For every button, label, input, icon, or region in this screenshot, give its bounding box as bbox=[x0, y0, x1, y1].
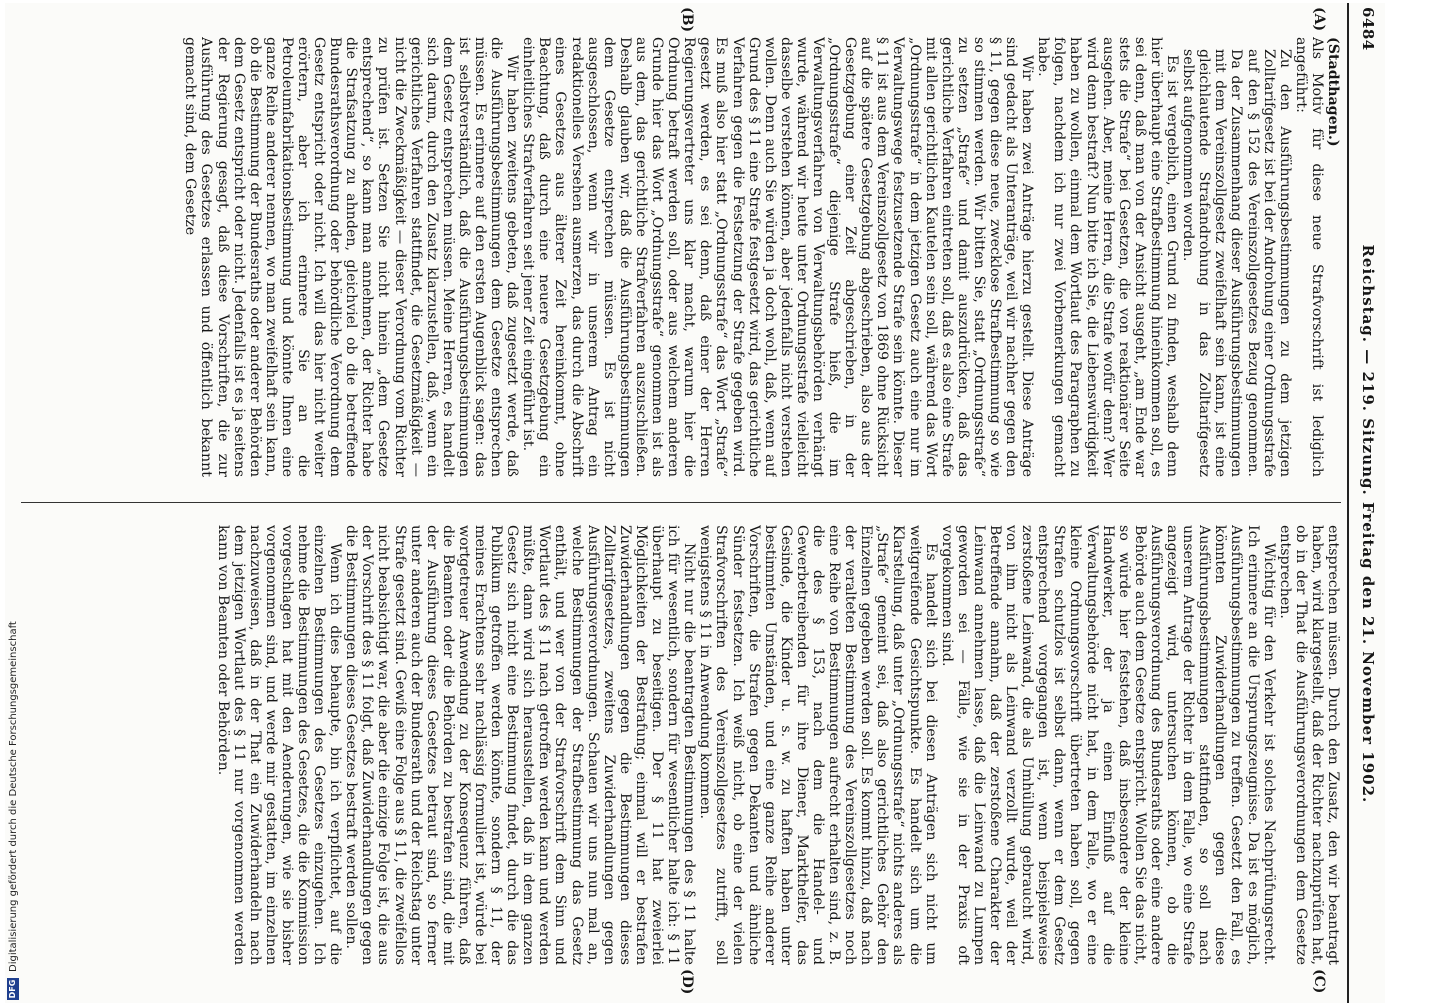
header-rule bbox=[1347, 3, 1349, 1003]
speaker-name: (Stadthagen.) bbox=[1325, 37, 1341, 147]
paragraph: Es handelt sich bei diesen Anträgen sich nicht um weitgreifende Gesichtspunkte. Es handelt sich um die Klarstellung, daß unter „Ordnungsstrafe“ nichts anderes als „Strafe“ gemeint sei, daß also gerichtliches Gehör den Einzelnen gegeben werden soll. Es kommt hinzu, daß nach der veralteten Bestimmung des Vereinszollgesetzes noch eine Reihe von Bestimmungen aufrecht erhalten sind, z. B. die des § 153, nach dem die Handel- und Gewerbetreibenden für ihre Diener, Markthelfer, das Gesinde, die Kinder u. s. w. zu haften haben unter bestimmten Umständen, und eine ganze Reihe anderer Vorschriften, die Strafen gegen Dekanten und ähnliche Sünder festsetzen. Ich weiß nicht, ob eine der vielen Strafvorschriften des Vereinszollgesetzes zutrifft, soll wenigstens § 11 in Anwendung kommen. bbox=[697, 525, 939, 965]
margin-marker-c: (C) bbox=[1311, 969, 1327, 994]
digitization-credit bbox=[3, 0, 23, 1000]
column-divider bbox=[21, 502, 1341, 503]
paragraph: Wir haben zweitens gebeten, daß zugesetzt werde, daß die Ausführungsbestimmungen dem Gesetze entsprechen müssen. Es erinnere auf den ersten Augenblick sagen: das ist selbstverständlich, daß die Ausführungsbestimmungen dem Gesetz entsprechen müssen. Meine Herren, es handelt sich darum, durch den Zusatz klarzustellen, daß, wenn ein gerichtliches Verfahren stattfindet, die Gesetzmäßigkeit — nicht die Zweckmäßigkeit — dieser Verordnung vom Richter zu prüfen ist. Setzen Sie nicht hinein „dem Gesetze entsprechend“, so kann man annehmen, der Richter habe die Strafsatzung zu ahnden, gleichviel ob die betreffende Bundesrathsverordnung oder behördliche Verordnung dem Gesetz entspricht oder nicht. Ich will das hier nicht weiter erörtern, aber ich erinnere Sie an die Petroleumfabrikationsbestimmung und könnte Ihnen eine ganze Reihe anderer nennen, wo man zweifelhaft sein kann, ob die Bestimmung der Bundesraths oder anderer Behörden dem Gesetz entspricht oder nicht. Jedenfalls ist es ja seitens der Regierung gesagt, daß diese Vorschriften, die zur Ausführung des Gesetzes erlassen und öffentlich bekannt gemacht sind, dem Gesetze bbox=[182, 37, 521, 477]
margin-marker-d: (D) bbox=[679, 969, 695, 995]
margin-marker-a: (A) bbox=[1311, 7, 1327, 32]
right-text-column bbox=[21, 525, 1341, 965]
paragraph: Wir haben zwei Anträge hierzu gestellt. Diese Anträge sind gedacht als Unteranträge, weil wir nachher gegen den § 11, gegen diese neue, zwecklose Strafbestimmung so wie so stimmen werden. Wir bitten Sie, statt „Ordnungsstrafe“ zu setzen „Strafe“ und damit auszudrücken, daß das gerichtliche Verfahren eintreten soll, daß es also eine Strafe mit allen gerichtlichen Kautelen sein soll, während das Wort „Ordnungsstrafe“ in dem jetzigen Gesetz auch eine nur im Verwaltungswege festzusetzende Strafe sein könnte. Dieser § 11 ist aus dem Vereinszollgesetz von 1869 ohne Rücksicht auf die spätere Gesetzgebung abgeschrieben, also aus der Gesetzgebung einer Zeit abgeschrieben, in der „Ordnungsstrafe“ diejenige Strafe hieß, die im Verwaltungsverfahren von Verwaltungsbehörden verhängt wurde, während wir heute unter Ordnungsstrafe vielleicht dasselbe verstehen können, aber jedenfalls nicht verstehen wollen. Denn auch Sie würden ja doch wohl, daß, wenn auf Grund des § 11 eine Strafe festgesetzt wird, das gerichtliche Verfahren gegen die Festsetzung der Strafe gegeben wird. Es muß also hier statt „Ordnungsstrafe“ das Wort „Strafe“ gesetzt werden, es sei denn, daß einer der Herren Regierungsvertreter uns klar macht, warum hier die Ordnung betraft werden soll, oder aus welchem anderen Grunde hier das Wort „Ordnungsstrafe“ genommen ist als aus dem, das gerichtliche Strafverfahren auszuschließen. Deshalb glauben wir, daß die Ausführungsbestimmungen dem Gesetze entsprechen müssen. Es ist nicht ausgeschlossen, wenn wir in unserem Antrag ein redaktionelles Versehen ausmerzen, das durch die Abschrift eines Gesetzes aus älterer Zeit hereinkommt, ohne Beachtung, daß durch eine neuere Gesetzgebung ein einheitliches Strafverfahren seit jener Zeit eingeführt ist. bbox=[520, 37, 1036, 477]
paragraph: Wenn ich dies behaupte, bin ich verpflichtet, auf die einzelnen Bestimmungen des Gesetzes einzugehen. Ich nehme die Bestimmungen des Gesetzes, die die Kommission vorgeschlagen hat mit den Aenderungen, wie sie bisher vorgenommen sind, und werde mir gestatten, im einzelnen nachzuweisen, daß in der That ein Zuwiderhandeln nach dem jetzigen Wortlaut des § 11 nur vorgenommen werden kann von Beamten oder Behörden. bbox=[214, 525, 344, 965]
paragraph: Nicht nur die beantragten Bestimmungen des § 11 halte ich für wesentlich, sondern für wesentlicher halte ich: § 11 überhaupt zu beseitigen. Der § 11 hat zweierlei Möglichkeiten der Bestrafung; einmal will er bestrafen Zuwiderhandlungen gegen die Bestimmungen dieses Zolltarifgesetzes, zweitens Zuwiderhandlungen gegen Ausführungsverordnungen. Schauen wir uns nun mal an, welche Bestimmungen der Strafbestimmung das Gesetz enthält, und wer von der Strafvorschrift dem Sinn und Wortlaut des § 11 nach getroffen werden kann und werden müßte, dann wird sich herausstellen, daß in dem ganzen Gesetz sich nicht eine Bestimmung findet, durch die das Publikum getroffen werden könnte, sondern § 11, der meines Erachtens sehr nachlässig formuliert ist, würde bei wortgetreuer Anwendung zu der Konsequenz führen, daß die Beamten oder die Behörden zu bestrafen sind, die mit der Ausführung dieses Gesetzes betraut sind, so ferner unter anderen auch der Bundesrath und der Reichstag unter Strafe gesetzt sind. Gewiß eine Folge aus § 11, die zweifellos nicht beabsichtigt war, die aber die einzige Folge ist, die aus der Vorschrift des § 11 folgt, daß Zuwiderhandlungen gegen die Bestimmungen dieses Gesetzes bestraft werden sollen. bbox=[343, 525, 698, 965]
paragraph: Wichtig für den Verkehr ist solches Nachprüfungsrecht. Ich erinnere an die Ursprungszeugnisse. Da ist es möglich, Ausführungsbestimmungen zu treffen. Gesetzt den Fall, es könnten Zuwiderhandlungen gegen diese Ausführungsbestimmungen stattfinden, so soll nach unserem Antrage der Richter in dem Falle, wo eine Strafe angezeigt wird, untersuchen können, ob die Ausführungsverordnung des Bundesraths oder eine andere Behörde auch dem Gesetze entspricht. Wollen Sie das nicht, so würde hier feststehen, daß insbesondere der kleine Handwerker, der ja einen Einfluß auf die Verwaltungsbehörde nicht hat, in dem Falle, wo er eine kleine Ordnungsvorschrift übertreten haben soll, gegen Strafen schutzlos ist selbst dann, wenn er dem Gesetz entsprechend vorgegangen ist, wenn beispielsweise zerstoßene Leinwand, die als Umhüllung gebraucht wird, von ihm nicht als Leinwand verzollt wurde, weil der Betreffende annahm, daß der zerstoßene Charakter der Leinwand annehmen lasse, daß die Leinwand zu Lumpen geworden sei — Fälle, wie sie in der Praxis oft vorgekommen sind. bbox=[938, 525, 1277, 965]
left-text-column bbox=[21, 37, 1341, 477]
credit-text: Digitalisierung gefördert durch die Deutsche Forschungsgemeinschaft bbox=[7, 621, 19, 972]
paragraph: Zu den Ausführungsbestimmungen zu dem jetzigen Zolltarifgesetz ist bei der Androhung einer Ordnungsstrafe auf den § 152 des Vereinszollgesetzes Bezug genommen. Da der Zusammenhang dieser Ausführungsbestimmungen mit dem Vereinszollgesetz zweifelhaft sein kann, ist eine gleichlautende Strafandrohung in das Zolltarifgesetz selbst aufgenommen worden. bbox=[1180, 49, 1293, 477]
page-number: 6484 bbox=[1359, 7, 1377, 51]
paragraph: Als Motiv für diese neue Strafvorschrift ist lediglich angeführt: bbox=[1292, 37, 1325, 477]
paragraph: Es ist vergeblich, einen Grund zu finden, weshalb denn hier überhaupt eine Strafbestimmung hineinkommen soll, es sei denn, daß man von der Ansicht ausgeht, „am Ende war stets die Strafe“ bei Gesetzen, die von reaktionärer Seite ausgehen. Aber, meine Herren, die Strafe wofür denn? Wer wird denn bestraft? Nun bitte ich Sie, die Liebenswürdigkeit haben zu wollen, einmal dem Wortlaut des Paragraphen zu folgen, nachdem ich nur zwei Vorbemerkungen gemacht habe. bbox=[1035, 37, 1181, 477]
margin-marker-b: (B) bbox=[679, 7, 695, 33]
page-title: Reichstag. — 219. Sitzung. Freitag den 21. November 1902. bbox=[1359, 244, 1377, 804]
page-header bbox=[1351, 3, 1385, 1003]
dfg-logo: DFG bbox=[8, 979, 17, 999]
rotated-document-page bbox=[5, 3, 1385, 1003]
paragraph: entsprechen müssen. Durch den Zusatz, den wir beantragt haben, wird klargestellt, daß der Richter nachzuprüfen hat, ob in der That die Ausführungsverordnungen dem Gesetze entsprechen. bbox=[1276, 525, 1341, 965]
